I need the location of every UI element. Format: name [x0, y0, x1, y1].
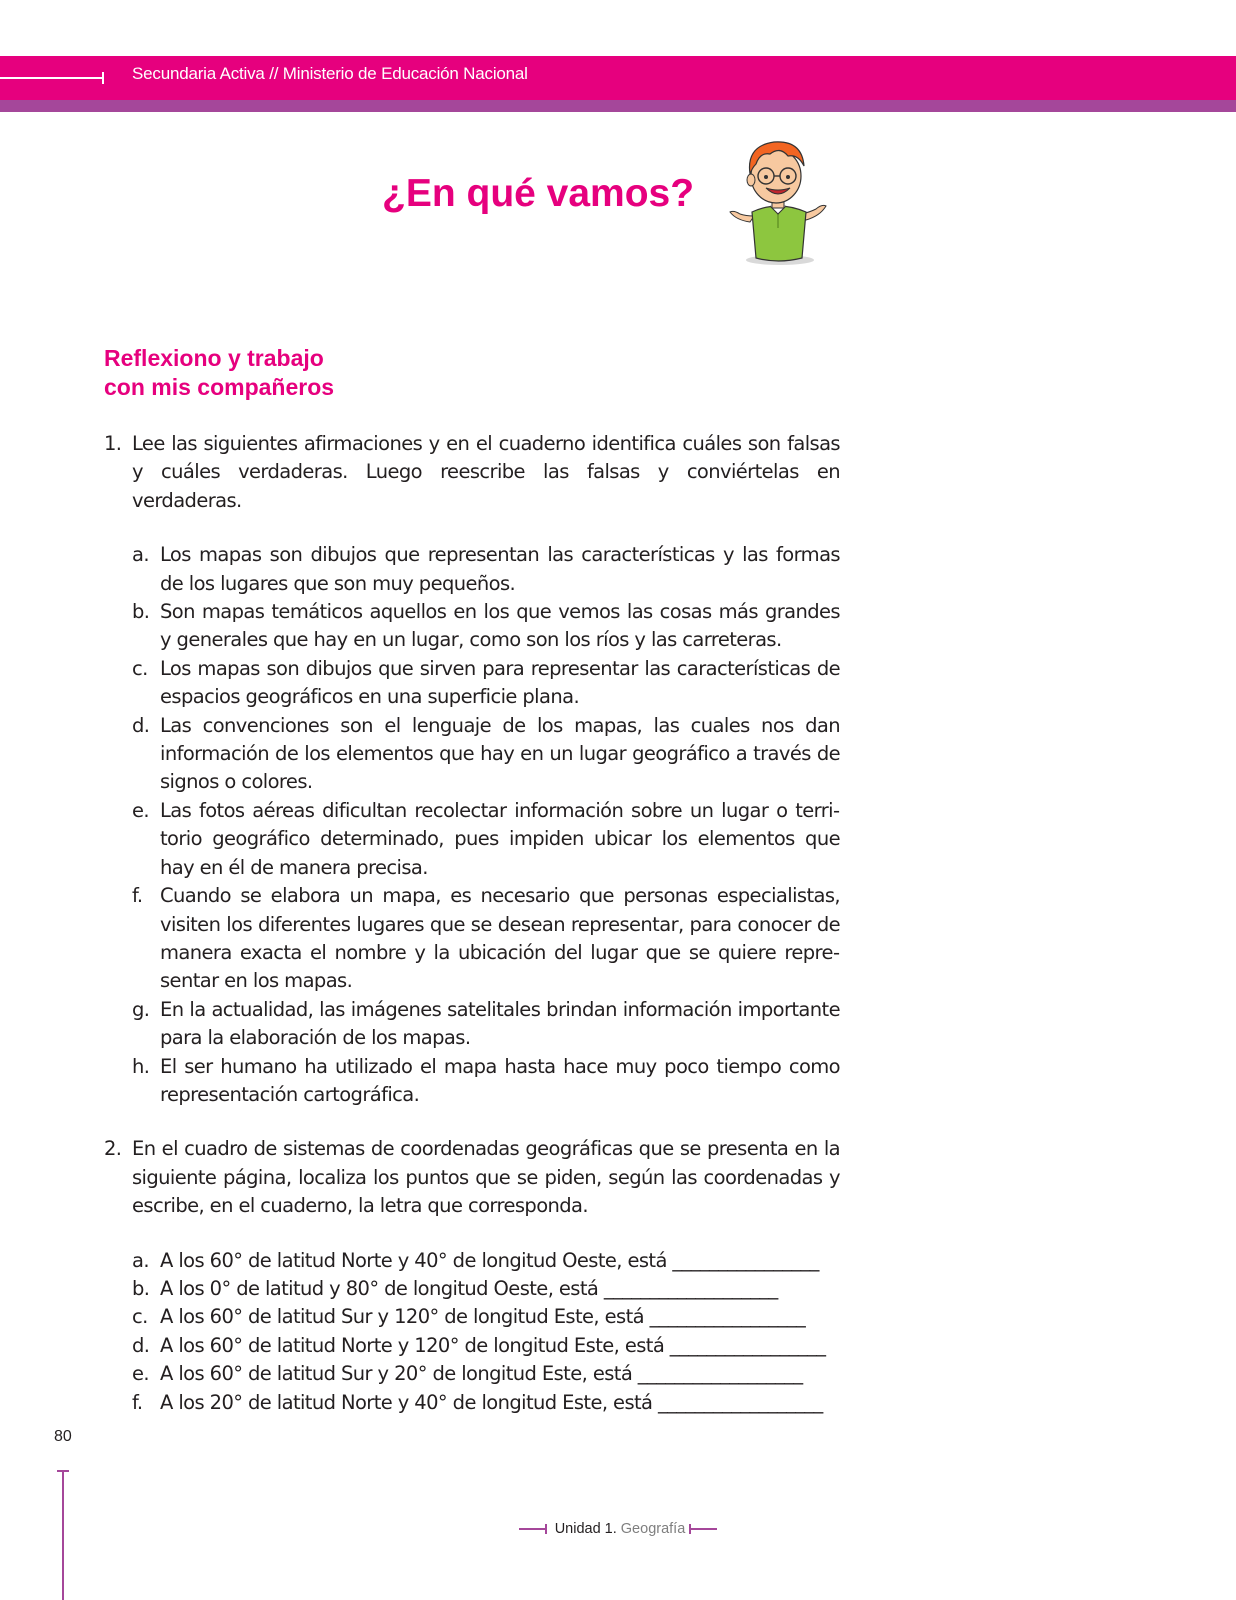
- footer-unit: Unidad 1.: [554, 1521, 617, 1537]
- item-letter: f.: [132, 884, 143, 908]
- question-1: [104, 430, 840, 515]
- item-letter: d.: [132, 1333, 150, 1357]
- item-text: A los 60° de latitud Norte y 120° de longitud Este, está _________________: [160, 1333, 826, 1357]
- list-item: [132, 1332, 840, 1360]
- item-text: A los 60° de latitud Sur y 20° de longitud Este, está __________________: [160, 1362, 803, 1386]
- item-text: A los 0° de latitud y 80° de longitud Oeste, está ___________________: [160, 1276, 778, 1300]
- list-item: [132, 882, 840, 996]
- item-text: A los 20° de latitud Norte y 40° de longitud Este, está __________________: [160, 1390, 823, 1414]
- list-item: [132, 1247, 840, 1275]
- list-item: [132, 598, 840, 655]
- header-rule-tick: [102, 72, 104, 84]
- header-title: Secundaria Activa // Ministerio de Educación Nacional: [132, 64, 528, 83]
- list-item: [132, 996, 840, 1053]
- list-item: [132, 1360, 840, 1388]
- page-number: 80: [54, 1428, 72, 1445]
- item-letter: c.: [132, 656, 148, 680]
- question-1-items: [132, 541, 840, 1109]
- item-letter: h.: [132, 1054, 150, 1078]
- header-rule: [0, 77, 104, 79]
- item-text: Las convenciones son el lenguaje de los mapas, las cuales nos dan información de los elementos que hay en un lugar geográfico a través de signos o colores.: [160, 713, 840, 794]
- footer-left-bar: [519, 1528, 547, 1530]
- footer-subject: Geografía: [620, 1521, 686, 1537]
- list-item: [132, 712, 840, 797]
- item-letter: e.: [132, 1362, 149, 1386]
- list-item: [132, 797, 840, 882]
- item-letter: e.: [132, 798, 149, 822]
- section-title-line-2: con mis compañeros: [104, 374, 335, 400]
- item-text: A los 60° de latitud Norte y 40° de longitud Oeste, está ________________: [160, 1248, 819, 1272]
- question-2: [104, 1135, 840, 1220]
- item-letter: f.: [132, 1390, 143, 1414]
- question-number: 1.: [104, 432, 122, 455]
- section-title-line-1: Reflexiono y trabajo: [104, 345, 324, 371]
- item-text: Son mapas temáticos aquellos en los que vemos las cosas más grandes y generales que hay en un lugar, como son los ríos y las carreteras.: [160, 600, 840, 652]
- item-text: Los mapas son dibujos que representan las características y las formas de los lugares que son muy pequeños.: [160, 543, 840, 595]
- footer-unit-label: [0, 1521, 1236, 1537]
- list-item: [132, 1389, 840, 1417]
- item-letter: b.: [132, 1276, 150, 1300]
- question-text: En el cuadro de sistemas de coordenadas geográficas que se presenta en la siguiente página, localiza los puntos que se piden, según las coordenadas y escribe, en el cuaderno, la letra que corresponda.: [132, 1137, 840, 1218]
- exercise-content: [104, 430, 840, 1417]
- item-letter: b.: [132, 600, 150, 624]
- item-text: Las fotos aéreas dificultan recolectar información sobre un lugar o territorio geográfico determinado, pues impiden ubicar los elementos que hay en él de manera precisa.: [160, 798, 840, 879]
- section-title: [104, 344, 334, 402]
- page-title: ¿En qué vamos?: [382, 172, 695, 215]
- footer-vertical-rule-tick: [57, 1470, 69, 1472]
- smiling-boy-mascot-icon: [728, 136, 828, 268]
- question-2-items: [132, 1247, 840, 1417]
- item-text: El ser humano ha utilizado el mapa hasta hace muy poco tiempo como representación cartográfica.: [160, 1054, 840, 1106]
- item-text: Los mapas son dibujos que sirven para representar las características de espacios geográficos en una superficie plana.: [160, 656, 840, 709]
- item-text: Cuando se elabora un mapa, es necesario que personas especialistas, visiten los diferentes lugares que se desean representar, para conocer de manera exacta el nombre y la ubicación del lugar que se quiere representar en los mapas.: [160, 884, 840, 993]
- item-text: En la actualidad, las imágenes satelitales brindan información importante para la elaboración de los mapas.: [160, 997, 840, 1050]
- list-item: [132, 1303, 840, 1331]
- header-stripe: [0, 100, 1236, 112]
- footer-right-bar: [689, 1528, 717, 1530]
- item-letter: a.: [132, 1248, 149, 1272]
- list-item: [132, 655, 840, 712]
- item-letter: c.: [132, 1305, 148, 1329]
- question-number: 2.: [104, 1137, 122, 1161]
- item-letter: a.: [132, 543, 149, 567]
- item-letter: d.: [132, 713, 150, 737]
- list-item: [132, 1053, 840, 1110]
- item-letter: g.: [132, 997, 150, 1021]
- item-text: A los 60° de latitud Sur y 120° de longitud Este, está _________________: [160, 1305, 806, 1329]
- list-item: [132, 1275, 840, 1303]
- list-item: [132, 541, 840, 598]
- question-text: Lee las siguientes afirmaciones y en el cuaderno identifica cuáles son falsas y cuáles verdaderas. Luego reescribe las falsas y conviértelas en verdaderas.: [132, 432, 840, 512]
